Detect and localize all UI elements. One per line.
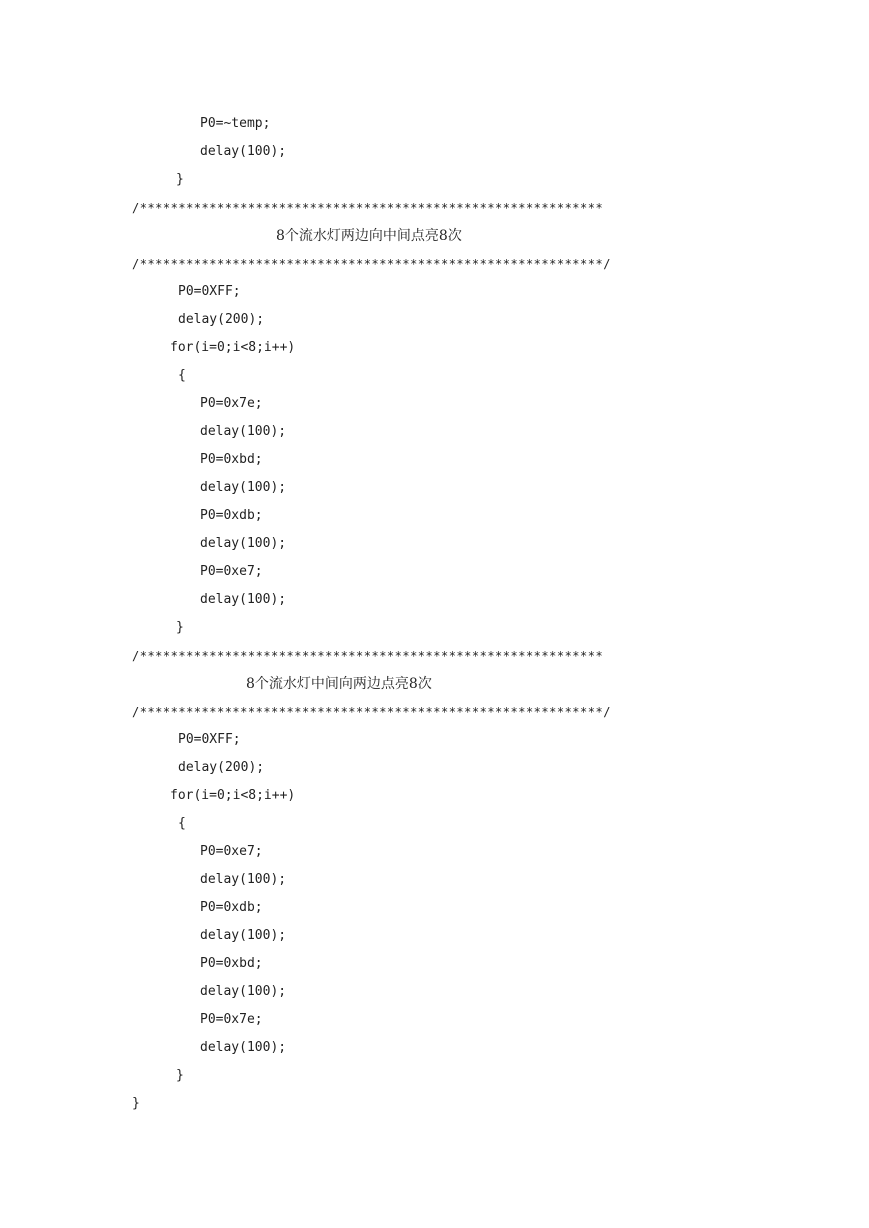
code-line: P0=0XFF; (178, 732, 241, 747)
code-line: P0=0xdb; (200, 508, 263, 523)
comment-heading: 8个流水灯两边向中间点亮8次 (276, 228, 462, 244)
code-line: P0=0xe7; (200, 564, 263, 579)
code-line: } (176, 1068, 184, 1083)
code-line: P0=0xbd; (200, 452, 263, 467)
code-line: delay(100); (200, 144, 287, 159)
code-line: for(i=0;i<8;i++) (170, 788, 296, 803)
code-line: delay(100); (200, 536, 287, 551)
code-line: delay(200); (178, 760, 265, 775)
code-line: P0=0XFF; (178, 284, 241, 299)
comment-banner: /************************************************************/ (132, 705, 611, 719)
code-line: delay(100); (200, 984, 287, 999)
code-line: } (176, 172, 184, 187)
code-line: P0=~temp; (200, 116, 271, 131)
code-line: delay(100); (200, 424, 287, 439)
code-line: delay(100); (200, 872, 287, 887)
code-line: delay(100); (200, 480, 287, 495)
comment-banner: /************************************************************/ (132, 257, 611, 271)
code-line: P0=0xbd; (200, 956, 263, 971)
code-line: delay(100); (200, 928, 287, 943)
code-line: { (178, 368, 186, 383)
code-line: } (132, 1096, 140, 1111)
code-line: P0=0xe7; (200, 844, 263, 859)
code-line: } (176, 620, 184, 635)
comment-banner: /************************************************************ (132, 649, 604, 663)
code-line: delay(100); (200, 592, 287, 607)
comment-banner: /************************************************************ (132, 201, 604, 215)
code-line: { (178, 816, 186, 831)
code-line: delay(200); (178, 312, 265, 327)
code-line: for(i=0;i<8;i++) (170, 340, 296, 355)
code-line: P0=0x7e; (200, 1012, 263, 1027)
code-line: P0=0xdb; (200, 900, 263, 915)
comment-heading: 8个流水灯中间向两边点亮8次 (246, 676, 432, 692)
code-line: P0=0x7e; (200, 396, 263, 411)
code-line: delay(100); (200, 1040, 287, 1055)
